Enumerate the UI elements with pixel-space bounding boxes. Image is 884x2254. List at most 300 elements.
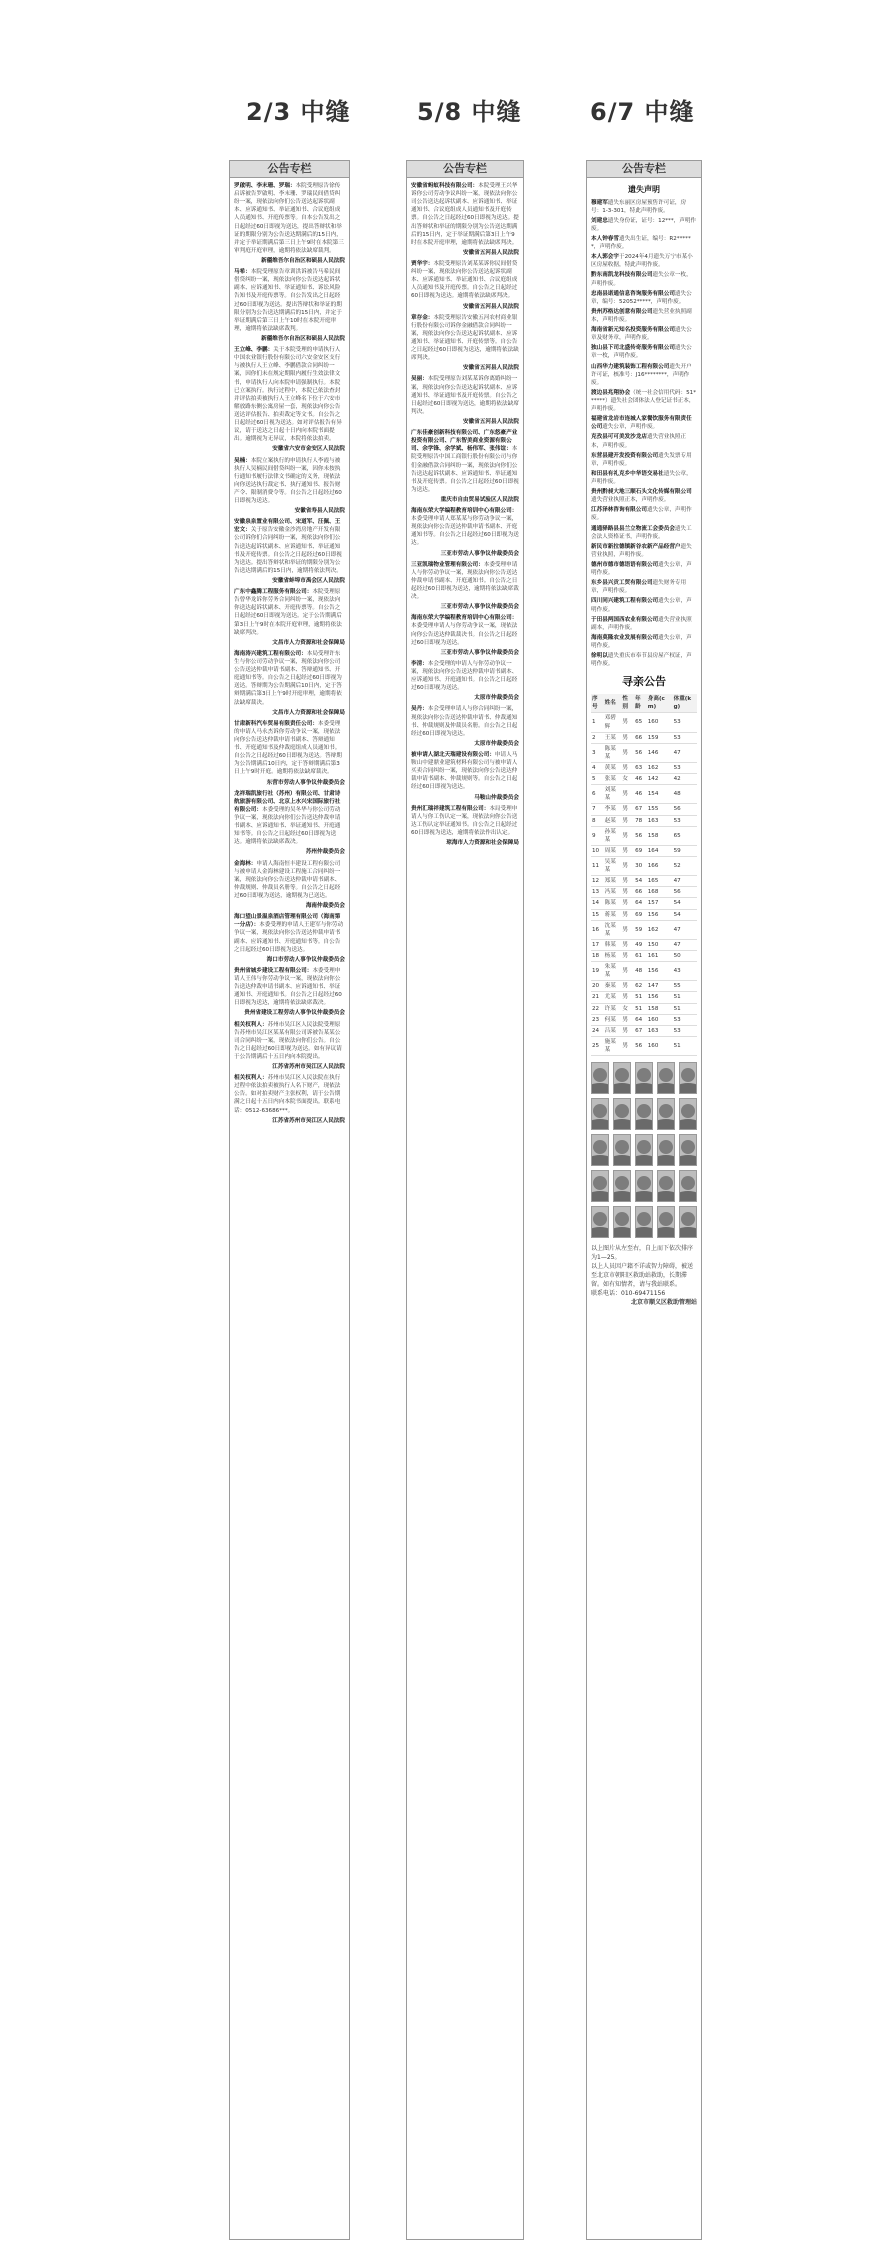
notice-addressee: 海口望山景温泉酒店管理有限公司（海南第一分店）： xyxy=(234,914,341,929)
person-photo-shoulders xyxy=(635,1191,653,1202)
notice-paragraph xyxy=(234,268,345,333)
person-photo-head xyxy=(593,1212,607,1226)
person-photo-shoulders xyxy=(657,1227,675,1238)
seek-table-cell: 56 xyxy=(673,804,697,815)
seek-table-cell: 164 xyxy=(647,845,673,856)
seek-table-cell: 150 xyxy=(647,939,673,950)
lost-notice-party: 渡边县兆翔协会 xyxy=(591,389,631,396)
lost-notice-text: 遗失东丽区房屋预售许可证，房号：1-3-301，特此声明作废。 xyxy=(591,199,687,214)
seek-table-cell: 施某某 xyxy=(604,1036,622,1055)
person-photo-shoulders xyxy=(657,1191,675,1202)
person-photo-shoulders xyxy=(591,1227,609,1238)
person-photo xyxy=(679,1134,697,1166)
seek-table-cell: 55 xyxy=(673,981,697,992)
seek-table-cell: 163 xyxy=(647,815,673,826)
seek-family-title: 寻亲公告 xyxy=(622,675,666,689)
seek-table-cell: 46 xyxy=(634,774,647,785)
lost-notice-title: 遗失声明 xyxy=(628,185,660,194)
notice-paragraph xyxy=(411,429,519,494)
seek-table-cell: 黄某 xyxy=(604,762,622,773)
seek-table-cell: 54 xyxy=(673,909,697,920)
seek-table-cell: 11 xyxy=(591,856,604,875)
seek-table-row xyxy=(591,826,697,845)
seek-table-cell: 67 xyxy=(634,1025,647,1036)
seek-table-cell: 53 xyxy=(673,1025,697,1036)
notice-issuer: 太原市仲裁委员会 xyxy=(474,695,519,702)
notice-issuer: 苏州仲裁委员会 xyxy=(305,849,345,856)
seek-table-cell: 男 xyxy=(621,815,634,826)
person-photo-head xyxy=(659,1212,673,1226)
person-photo-shoulders xyxy=(613,1155,631,1166)
notice-issuer: 安徽省六安市金安区人民法院 xyxy=(272,446,345,453)
seek-table-cell: 2 xyxy=(591,732,604,743)
notice-paragraph xyxy=(411,705,519,737)
notice-text: 本院受理原告安徽五河农村商业银行股份有限公司诉你金融借款合同纠纷一案，现依法向你公告送达起诉状副本、应诉通知书、举证通知书、开庭传票等。自公告之日起经过60日即视为送达，逾期将依法缺席判决。 xyxy=(411,314,519,362)
seek-table-row xyxy=(591,804,697,815)
seek-table-cell: 周某 xyxy=(604,845,622,856)
seek-table-cell: 23 xyxy=(591,1014,604,1025)
seek-table-cell: 62 xyxy=(634,981,647,992)
notice-paragraph xyxy=(411,751,519,792)
seek-table-cell: 154 xyxy=(647,785,673,804)
notice-paragraph xyxy=(411,260,519,301)
seek-table-cell: 168 xyxy=(647,887,673,898)
notice-issuer: 海口市劳动人事争议仲裁委员会 xyxy=(266,956,345,963)
notice-text: 苏州市吴江区人民法院受理原告苏州市吴江区某某有限公司诉被告某某公司合同纠纷一案，现依法向你们公告。自公告之日起经过60日即视为送达。如有异议请于公告期满后十五日内向本院提出。 xyxy=(234,1021,342,1060)
person-photo-shoulders xyxy=(613,1083,631,1094)
seek-table-cell: 男 xyxy=(621,981,634,992)
seek-table-row xyxy=(591,920,697,939)
person-photo-head xyxy=(615,1212,629,1226)
notice-issuer: 文昌市人力资源和社会保障局 xyxy=(272,709,345,716)
notice-paragraph xyxy=(234,182,345,255)
seek-family-table xyxy=(591,694,697,1056)
seek-footnote xyxy=(591,1244,697,1307)
person-photo xyxy=(613,1170,631,1202)
lost-notice-text: （统一社会信用代码：51******）遗失社会团体法人登记证书正本，声明作废。 xyxy=(591,389,697,413)
lost-notice-party: 黔东南凯龙科技有限公司 xyxy=(591,272,653,279)
lost-notice-party: 德州市德市德语语有限公司 xyxy=(591,561,659,568)
notice-text: 本会受理的申请人与你劳动争议一案，现依法向你公告送达仲裁申请书副本、应诉通知书、开庭通知书。自公告之日起经过60日即视为送达。 xyxy=(411,660,518,692)
seek-table-cell: 男 xyxy=(621,939,634,950)
lost-notice-party: 于田县两国西农业有限公司 xyxy=(591,616,659,623)
seek-table-cell: 秦某 xyxy=(604,981,622,992)
lost-notice-party: 新民市新拉德镇新谷农新产品经营户 xyxy=(591,543,681,550)
lost-notice-list xyxy=(591,199,697,669)
lost-notice-item xyxy=(591,433,697,449)
seek-table-cell: 4 xyxy=(591,762,604,773)
person-photo xyxy=(591,1062,609,1094)
notice-addressee: 被申请人湖北天瑞建设有限公司： xyxy=(411,752,495,758)
notice-text: 本局受理许东生与你公司劳动争议一案，现依法向你公司公告送达仲裁申请书副本、答辩通知书、开庭通知书等。自公告之日起经过60日即视为送达。答辩期为公告期满后10日内，定于答辩期满后第3日上午9时开庭审理，逾期将依法缺席裁决。 xyxy=(234,650,342,706)
notice-issuer: 三亚市劳动人事争议仲裁委员会 xyxy=(440,550,519,557)
person-photo-shoulders xyxy=(613,1227,631,1238)
seek-table-cell: 张某 xyxy=(604,774,622,785)
seek-table-cell: 61 xyxy=(634,950,647,961)
notice-issuer: 琼海市人力资源和社会保障局 xyxy=(446,840,519,847)
lost-notice-party: 独山县下司北盛传奇服务有限公司 xyxy=(591,345,675,352)
lost-notice-text: 遗失发票专用章，声明作废。 xyxy=(591,452,692,467)
notice-addressee: 吴丽： xyxy=(411,376,428,383)
seek-table-cell: 161 xyxy=(647,950,673,961)
notice-addressee: 相关权利人： xyxy=(234,1075,268,1082)
notice-paragraph xyxy=(411,805,519,837)
lost-notice-item xyxy=(591,235,697,251)
lost-notice-text: 遗失公章，编号：52052*****，声明作废。 xyxy=(591,290,692,305)
notice-paragraph xyxy=(234,650,345,707)
person-photo-shoulders xyxy=(591,1191,609,1202)
lost-notice-item xyxy=(591,253,697,269)
notice-paragraph xyxy=(411,507,519,548)
lost-notice-item xyxy=(591,470,697,486)
seek-table-cell: 女 xyxy=(621,1003,634,1014)
seek-table-cell: 160 xyxy=(647,1014,673,1025)
lost-notice-text: 遗失重庆市奉节县房屋产权证，声明作废。 xyxy=(591,653,692,668)
lost-notice-item xyxy=(591,271,697,287)
notice-text: 本委受理申请人与你劳动争议一案，现依法向你公告送达仲裁申请书副本、开庭通知书。自公告之日起经过60日即视为送达，逾期将依法缺席裁决。 xyxy=(411,561,519,601)
seek-table-cell: 男 xyxy=(621,1014,634,1025)
lost-notice-text: 遗失公章，声明作废。 xyxy=(591,634,692,649)
lost-notice-item xyxy=(591,389,697,413)
person-photo-head xyxy=(593,1104,607,1118)
seek-table-cell: 男 xyxy=(621,1025,634,1036)
notice-addressee: 广东佳豪创新科技有限公司、广东悠豪产业投资有限公司、广东智美商业资源有限公司、余学锋、余学斌、杨伟军、张伟谊： xyxy=(411,430,518,453)
seek-table-row xyxy=(591,856,697,875)
notice-text: 本委受理的申请人王建军与你劳动争议一案，现依法向你公告送达仲裁申请书副本、应诉通知书、开庭通知书等。自公告之日起经过60日即视为送达。 xyxy=(234,922,344,953)
notice-text: 申请人海南恒丰建设工程有限公司与被申请人金海林建设工程施工合同纠纷一案，现依法向你公告送达仲裁申请书副本、仲裁规则、仲裁员名册等。自公告之日起经过60日即视为送达，逾期视为已送达。 xyxy=(234,860,341,899)
person-photo xyxy=(657,1170,675,1202)
person-photo-head xyxy=(681,1176,695,1190)
lost-notice-item xyxy=(591,525,697,541)
seek-table-cell: 53 xyxy=(673,732,697,743)
person-photo-shoulders xyxy=(591,1119,609,1130)
seek-table-cell: 48 xyxy=(634,962,647,981)
notice-issuer: 文昌市人力资源和社会保障局 xyxy=(272,639,345,646)
person-photo-shoulders xyxy=(679,1191,697,1202)
notice-text: 本委受理申请人王伟与你劳动争议一案，现依法向你公告送达仲裁申请书副本、应诉通知书、举证通知书、开庭通知书。自公告之日起经过60日即视为送达，逾期将依法缺席裁决。 xyxy=(234,967,342,1007)
notice-paragraph xyxy=(234,720,345,777)
notice-addressee: 海南东荣大学编程教育培训中心有限公司： xyxy=(411,508,518,515)
notice-paragraph xyxy=(234,913,345,954)
seek-table-cell: 160 xyxy=(647,1036,673,1055)
seek-table-header-cell: 序号 xyxy=(591,694,604,713)
lost-notice-party: 本人钟春雪 xyxy=(591,236,619,243)
seek-table-row xyxy=(591,887,697,898)
person-photo xyxy=(613,1134,631,1166)
seek-table-cell: 53 xyxy=(673,713,697,732)
seek-table-cell: 47 xyxy=(673,743,697,762)
lost-notice-text: 遗失营业执照，声明作废。 xyxy=(591,543,692,558)
notice-text: 苏州市吴江区人民法院在执行过程中依法拍卖被执行人名下财产，现依法公告。如对拍卖财产主张权利，请于公告期满之日起十五日内向本院书面提出。联系电话：0512-63686***。 xyxy=(234,1075,341,1114)
seek-table-cell: 18 xyxy=(591,950,604,961)
seek-table-cell: 155 xyxy=(647,804,673,815)
lost-notice-item xyxy=(591,597,697,613)
lost-notice-text: 遗失营业执照副本，声明作废。 xyxy=(591,616,692,631)
seek-table-cell: 邓碧辉 xyxy=(604,713,622,732)
person-photo xyxy=(679,1062,697,1094)
seek-table-cell: 李某 xyxy=(604,804,622,815)
seek-table-cell: 142 xyxy=(647,774,673,785)
lost-notice-party: 海南省新元知名投资服务有限公司 xyxy=(591,327,675,334)
notice-issuer: 新疆维吾尔自治区和硕县人民法院 xyxy=(261,257,345,264)
lost-notice-party: 山西华力建筑装饰工程有限公司 xyxy=(591,363,670,370)
seek-table-cell: 17 xyxy=(591,939,604,950)
person-photo-head xyxy=(637,1068,651,1082)
seek-description: 以上人员因户籍不详或智力障碍，被送至北京市朝阳区救助站救助，长期滞留。如有知情者，请与我站联系。 xyxy=(591,1263,694,1289)
notice-text: 本院受理原告徐传启诉被告罗啟明、李末珊、罗瑞民间借贷纠纷一案，现依法向你们公告送达起诉状副本、应诉通知书、举证通知书、合议庭组成人员通知书、开庭传票等。自本公告发出之日起经过60日即视为送达，提出答辩状和举证的期限分别为公告送达期满后的15日内，并定于举证期满后第三日上午9时在本院第三审判庭开庭审理，逾期将依法缺席裁判。 xyxy=(234,183,344,254)
seek-table-cell: 郑某 xyxy=(604,876,622,887)
lost-notice-party: 东营县建开发投资有限公司 xyxy=(591,452,659,459)
notice-addressee: 贵州汇瑞祥建筑工程有限公司： xyxy=(411,805,490,812)
seek-table-row xyxy=(591,1025,697,1036)
notice-text: 本委受理申请人与你劳动争议一案，现依法向你公告送达仲裁裁决书。自公告之日起经过60日即视为送达。 xyxy=(411,623,518,646)
notice-issuer: 江苏省苏州市吴江区人民法院 xyxy=(272,1064,345,1071)
notice-issuer: 安徽省寿县人民法院 xyxy=(294,508,345,515)
person-photo xyxy=(591,1098,609,1130)
seek-table-cell: 韩某 xyxy=(604,939,622,950)
notice-issuer: 重庆市自由贸易试验区人民法院 xyxy=(440,496,519,503)
lost-notice-item xyxy=(591,506,697,522)
seek-table-row xyxy=(591,815,697,826)
seek-table-cell: 男 xyxy=(621,992,634,1003)
lost-notice-text: 遗失财务专用章，声明作废。 xyxy=(591,580,687,595)
person-photo-shoulders xyxy=(635,1119,653,1130)
notice-issuer: 新疆维吾尔自治区和硕县人民法院 xyxy=(261,335,345,342)
person-photo-shoulders xyxy=(679,1155,697,1166)
person-photo-shoulders xyxy=(635,1155,653,1166)
notice-addressee: 相关权利人： xyxy=(234,1021,268,1028)
lost-notice-text: 遗失公章，声明作废。 xyxy=(591,598,692,613)
notice-addressee: 王立峰、李鹏： xyxy=(234,347,274,354)
notice-addressee: 吴楠： xyxy=(234,457,251,464)
lost-notice-party: 东乡县兴贡工贸有限公司 xyxy=(591,580,653,587)
person-photo-head xyxy=(637,1140,651,1154)
seek-table-cell: 48 xyxy=(673,785,697,804)
person-photo xyxy=(679,1206,697,1238)
seek-table-cell: 杨某 xyxy=(604,950,622,961)
seek-table-row xyxy=(591,732,697,743)
seek-table-header-cell: 年龄 xyxy=(634,694,647,713)
seek-table-cell: 59 xyxy=(634,920,647,939)
notice-text: 本院受理原告曾华龙诉你劳务合同纠纷一案，现依法向你送达起诉状副本、开庭传票等。自公告之日起经过60日即视为送达。定于公告期满后第3日上午9时在本院开庭审理，逾期将依法缺席判决。 xyxy=(234,589,342,636)
seek-table-cell: 尤某 xyxy=(604,992,622,1003)
notice-issuer: 三亚市劳动人事争议仲裁委员会 xyxy=(440,604,519,611)
column-body xyxy=(587,178,701,1313)
notice-paragraph xyxy=(234,346,345,443)
seek-table-row xyxy=(591,743,697,762)
person-photo xyxy=(657,1134,675,1166)
seek-table-cell: 159 xyxy=(647,732,673,743)
notice-paragraph xyxy=(234,790,345,847)
seek-table-cell: 3 xyxy=(591,743,604,762)
notice-text: 关于原告安徽金沙湾房地产开发有限公司诉你们合同纠纷一案，现依法向你们公告送达起诉状副本、应诉通知书、举证通知书及开庭传票。自公告之日起经过60日即视为送达。提出答辩状和举证的期限分别为公告送达期满后的15日内，逾期将依法判决。 xyxy=(234,527,342,574)
notice-paragraph xyxy=(234,967,345,1008)
person-photo-head xyxy=(659,1140,673,1154)
seek-table-cell: 156 xyxy=(647,909,673,920)
seek-table-row xyxy=(591,981,697,992)
seek-table-cell: 66 xyxy=(634,732,647,743)
person-photo-shoulders xyxy=(657,1083,675,1094)
notice-addressee: 李清： xyxy=(411,660,428,667)
seek-table-cell: 何某 xyxy=(604,1014,622,1025)
lost-notice-text: 遗失营业执照正本，声明作废。 xyxy=(591,497,670,504)
seek-table-cell: 许某 xyxy=(604,1003,622,1014)
person-photo-head xyxy=(615,1176,629,1190)
seek-table-cell: 7 xyxy=(591,804,604,815)
seek-table-cell: 男 xyxy=(621,785,634,804)
seek-table-cell: 陈某某 xyxy=(604,743,622,762)
contact-phone: 联系电话：010-69471156 xyxy=(591,1290,666,1298)
notice-issuer: 海南仲裁委员会 xyxy=(305,903,345,910)
person-photo xyxy=(679,1170,697,1202)
seek-table-cell: 56 xyxy=(634,1036,647,1055)
notice-addressee: 安徽省蚂蚁科技有限公司： xyxy=(411,183,479,189)
person-photo xyxy=(591,1206,609,1238)
seek-table-row xyxy=(591,713,697,732)
notice-paragraph xyxy=(411,182,519,247)
seek-table-row xyxy=(591,962,697,981)
seek-table-cell: 43 xyxy=(673,962,697,981)
lost-notice-item xyxy=(591,634,697,650)
person-photo-shoulders xyxy=(635,1083,653,1094)
fold-title-6-7: 6/7 中缝 xyxy=(590,98,695,126)
seek-table-cell: 47 xyxy=(673,920,697,939)
notice-issuer: 贵州省建设工程劳动人事争议仲裁委员会 xyxy=(244,1010,345,1017)
seek-table-cell: 54 xyxy=(673,898,697,909)
seek-table-cell: 69 xyxy=(634,845,647,856)
seek-table-cell: 男 xyxy=(621,887,634,898)
seek-table-cell: 男 xyxy=(621,1036,634,1055)
lost-notice-item xyxy=(591,652,697,668)
lost-notice-party: 贵州苏格达创意有限公司 xyxy=(591,308,653,315)
lost-notice-party: 本人郭会宇 xyxy=(591,254,619,261)
notice-paragraph xyxy=(234,1021,345,1062)
person-photo-shoulders xyxy=(591,1155,609,1166)
seek-table-row xyxy=(591,1036,697,1055)
seek-table-cell: 6 xyxy=(591,785,604,804)
seek-table-cell: 162 xyxy=(647,920,673,939)
notice-text: 本院受理原告刘某某诉你离婚纠纷一案，现依法向你公告送达起诉状副本、应诉通知书、举证通知书及开庭传票。自公告之日起经过60日即视为送达，逾期将依法缺席判决。 xyxy=(411,376,519,415)
seek-table-cell: 8 xyxy=(591,815,604,826)
seek-table-cell: 24 xyxy=(591,1025,604,1036)
seek-table-cell: 162 xyxy=(647,762,673,773)
seek-table-cell: 男 xyxy=(621,743,634,762)
seek-table-cell: 65 xyxy=(673,826,697,845)
notice-paragraph xyxy=(234,1074,345,1115)
notice-paragraph xyxy=(411,314,519,363)
notice-addressee: 贵州省城乡建设工程有限公司： xyxy=(234,967,313,974)
notice-column-3 xyxy=(586,160,702,2240)
lost-notice-text: 遗失开户许可证，核准号：J16********，声明作废。 xyxy=(591,363,692,386)
person-photo xyxy=(679,1098,697,1130)
lost-notice-text: 遗失营业执照正本，声明作废。 xyxy=(591,434,687,449)
issuing-organization: 北京市顺义区救助管理站 xyxy=(630,1299,697,1307)
person-photo xyxy=(657,1062,675,1094)
person-photo-head xyxy=(681,1068,695,1082)
notice-addressee: 龙祥瑞凯旅行社（苏州）有限公司、甘肃诗航旅游有限公司、北京上水兴宋国际旅行社有限公司： xyxy=(234,790,341,813)
seek-table-cell: 男 xyxy=(621,962,634,981)
notice-issuer: 江苏省苏州市吴江区人民法院 xyxy=(272,1117,345,1124)
seek-table-row xyxy=(591,845,697,856)
seek-table-cell: 46 xyxy=(634,785,647,804)
seek-table-cell: 19 xyxy=(591,962,604,981)
seek-table-cell: 53 xyxy=(673,815,697,826)
person-photo-head xyxy=(593,1140,607,1154)
seek-table-cell: 20 xyxy=(591,981,604,992)
seek-table-row xyxy=(591,762,697,773)
seek-table-cell: 64 xyxy=(634,1014,647,1025)
person-photo-head xyxy=(637,1104,651,1118)
seek-table-header-cell: 姓名 xyxy=(604,694,622,713)
person-photo xyxy=(613,1206,631,1238)
lost-notice-text: 遗失公章，声明作废。 xyxy=(591,561,692,577)
notice-issuer: 安徽省五河县人民法院 xyxy=(463,418,519,425)
person-photo-head xyxy=(637,1176,651,1190)
seek-table-cell: 25 xyxy=(591,1036,604,1055)
person-photo-head xyxy=(615,1140,629,1154)
seek-table-cell: 160 xyxy=(647,713,673,732)
seek-table-cell: 47 xyxy=(673,939,697,950)
seek-table-cell: 男 xyxy=(621,845,634,856)
person-photo xyxy=(635,1170,653,1202)
seek-table-cell: 22 xyxy=(591,1003,604,1014)
lost-notice-text: 遗失身份证，证号：12***，声明作废。 xyxy=(591,217,697,232)
notice-addressee: 吴丹： xyxy=(411,706,428,713)
seek-table-cell: 56 xyxy=(634,826,647,845)
seek-table-cell: 朱某某 xyxy=(604,962,622,981)
seek-table-cell: 56 xyxy=(634,743,647,762)
column-body xyxy=(407,178,523,856)
seek-table-row xyxy=(591,909,697,920)
seek-table-cell: 王某 xyxy=(604,732,622,743)
seek-table-cell: 1 xyxy=(591,713,604,732)
person-photo-shoulders xyxy=(657,1155,675,1166)
notice-issuer: 安徽省蚌埠市禹会区人民法院 xyxy=(272,578,345,585)
photo-order-note: 以上图片从左至右，自上而下依次排序为1—25。 xyxy=(591,1245,694,1262)
lost-notice-item xyxy=(591,616,697,632)
lost-notice-text: 遗失公章，声明作废。 xyxy=(591,507,692,522)
seek-table-header-cell: 性别 xyxy=(621,694,634,713)
seek-table-row xyxy=(591,939,697,950)
notice-column-2 xyxy=(406,160,524,2240)
seek-table-cell: 165 xyxy=(647,876,673,887)
notice-addressee: 贾华宇： xyxy=(411,260,434,267)
lost-notice-text: 遗失出生证，编号：R2******，声明作废。 xyxy=(591,236,691,251)
person-photo-head xyxy=(593,1176,607,1190)
person-photo xyxy=(591,1170,609,1202)
notice-text: 申请人马鞍山中建鼎业建筑材料有限公司与被申请人买卖合同纠纷一案，现依法向你公告送达仲裁申请书副本、仲裁规则等。自公告之日起经过60日即视为送达。 xyxy=(411,752,518,791)
seek-table-cell: 孙某某 xyxy=(604,826,622,845)
notice-issuer: 安徽省五河县人民法院 xyxy=(463,249,519,256)
lost-notice-text: 于2024年4月遗失万宁市某小区房屋收据，特此声明作废。 xyxy=(591,254,693,269)
fold-title-2-3: 2/3 中缝 xyxy=(246,98,351,126)
seek-table-cell: 51 xyxy=(673,992,697,1003)
seek-table-cell: 56 xyxy=(673,887,697,898)
notice-addressee: 三亚凯瑞物业管理有限公司： xyxy=(411,561,484,568)
person-photo-head xyxy=(659,1068,673,1082)
seek-table-cell: 13 xyxy=(591,887,604,898)
seek-table-cell: 30 xyxy=(634,856,647,875)
notice-issuer: 太原市仲裁委员会 xyxy=(474,740,519,747)
person-photo-shoulders xyxy=(635,1227,653,1238)
lost-notice-item xyxy=(591,199,697,215)
lost-notice-text: 遗失营业执照副本，声明作废。 xyxy=(591,308,692,324)
notice-addressee: 金海林： xyxy=(234,860,257,867)
lost-notice-item xyxy=(591,308,697,324)
seek-table-cell: 刘某某 xyxy=(604,785,622,804)
seek-table-cell: 147 xyxy=(647,981,673,992)
lost-notice-party: 贵州黔昶大地三顺石头文化传媒有限公司 xyxy=(591,489,692,496)
